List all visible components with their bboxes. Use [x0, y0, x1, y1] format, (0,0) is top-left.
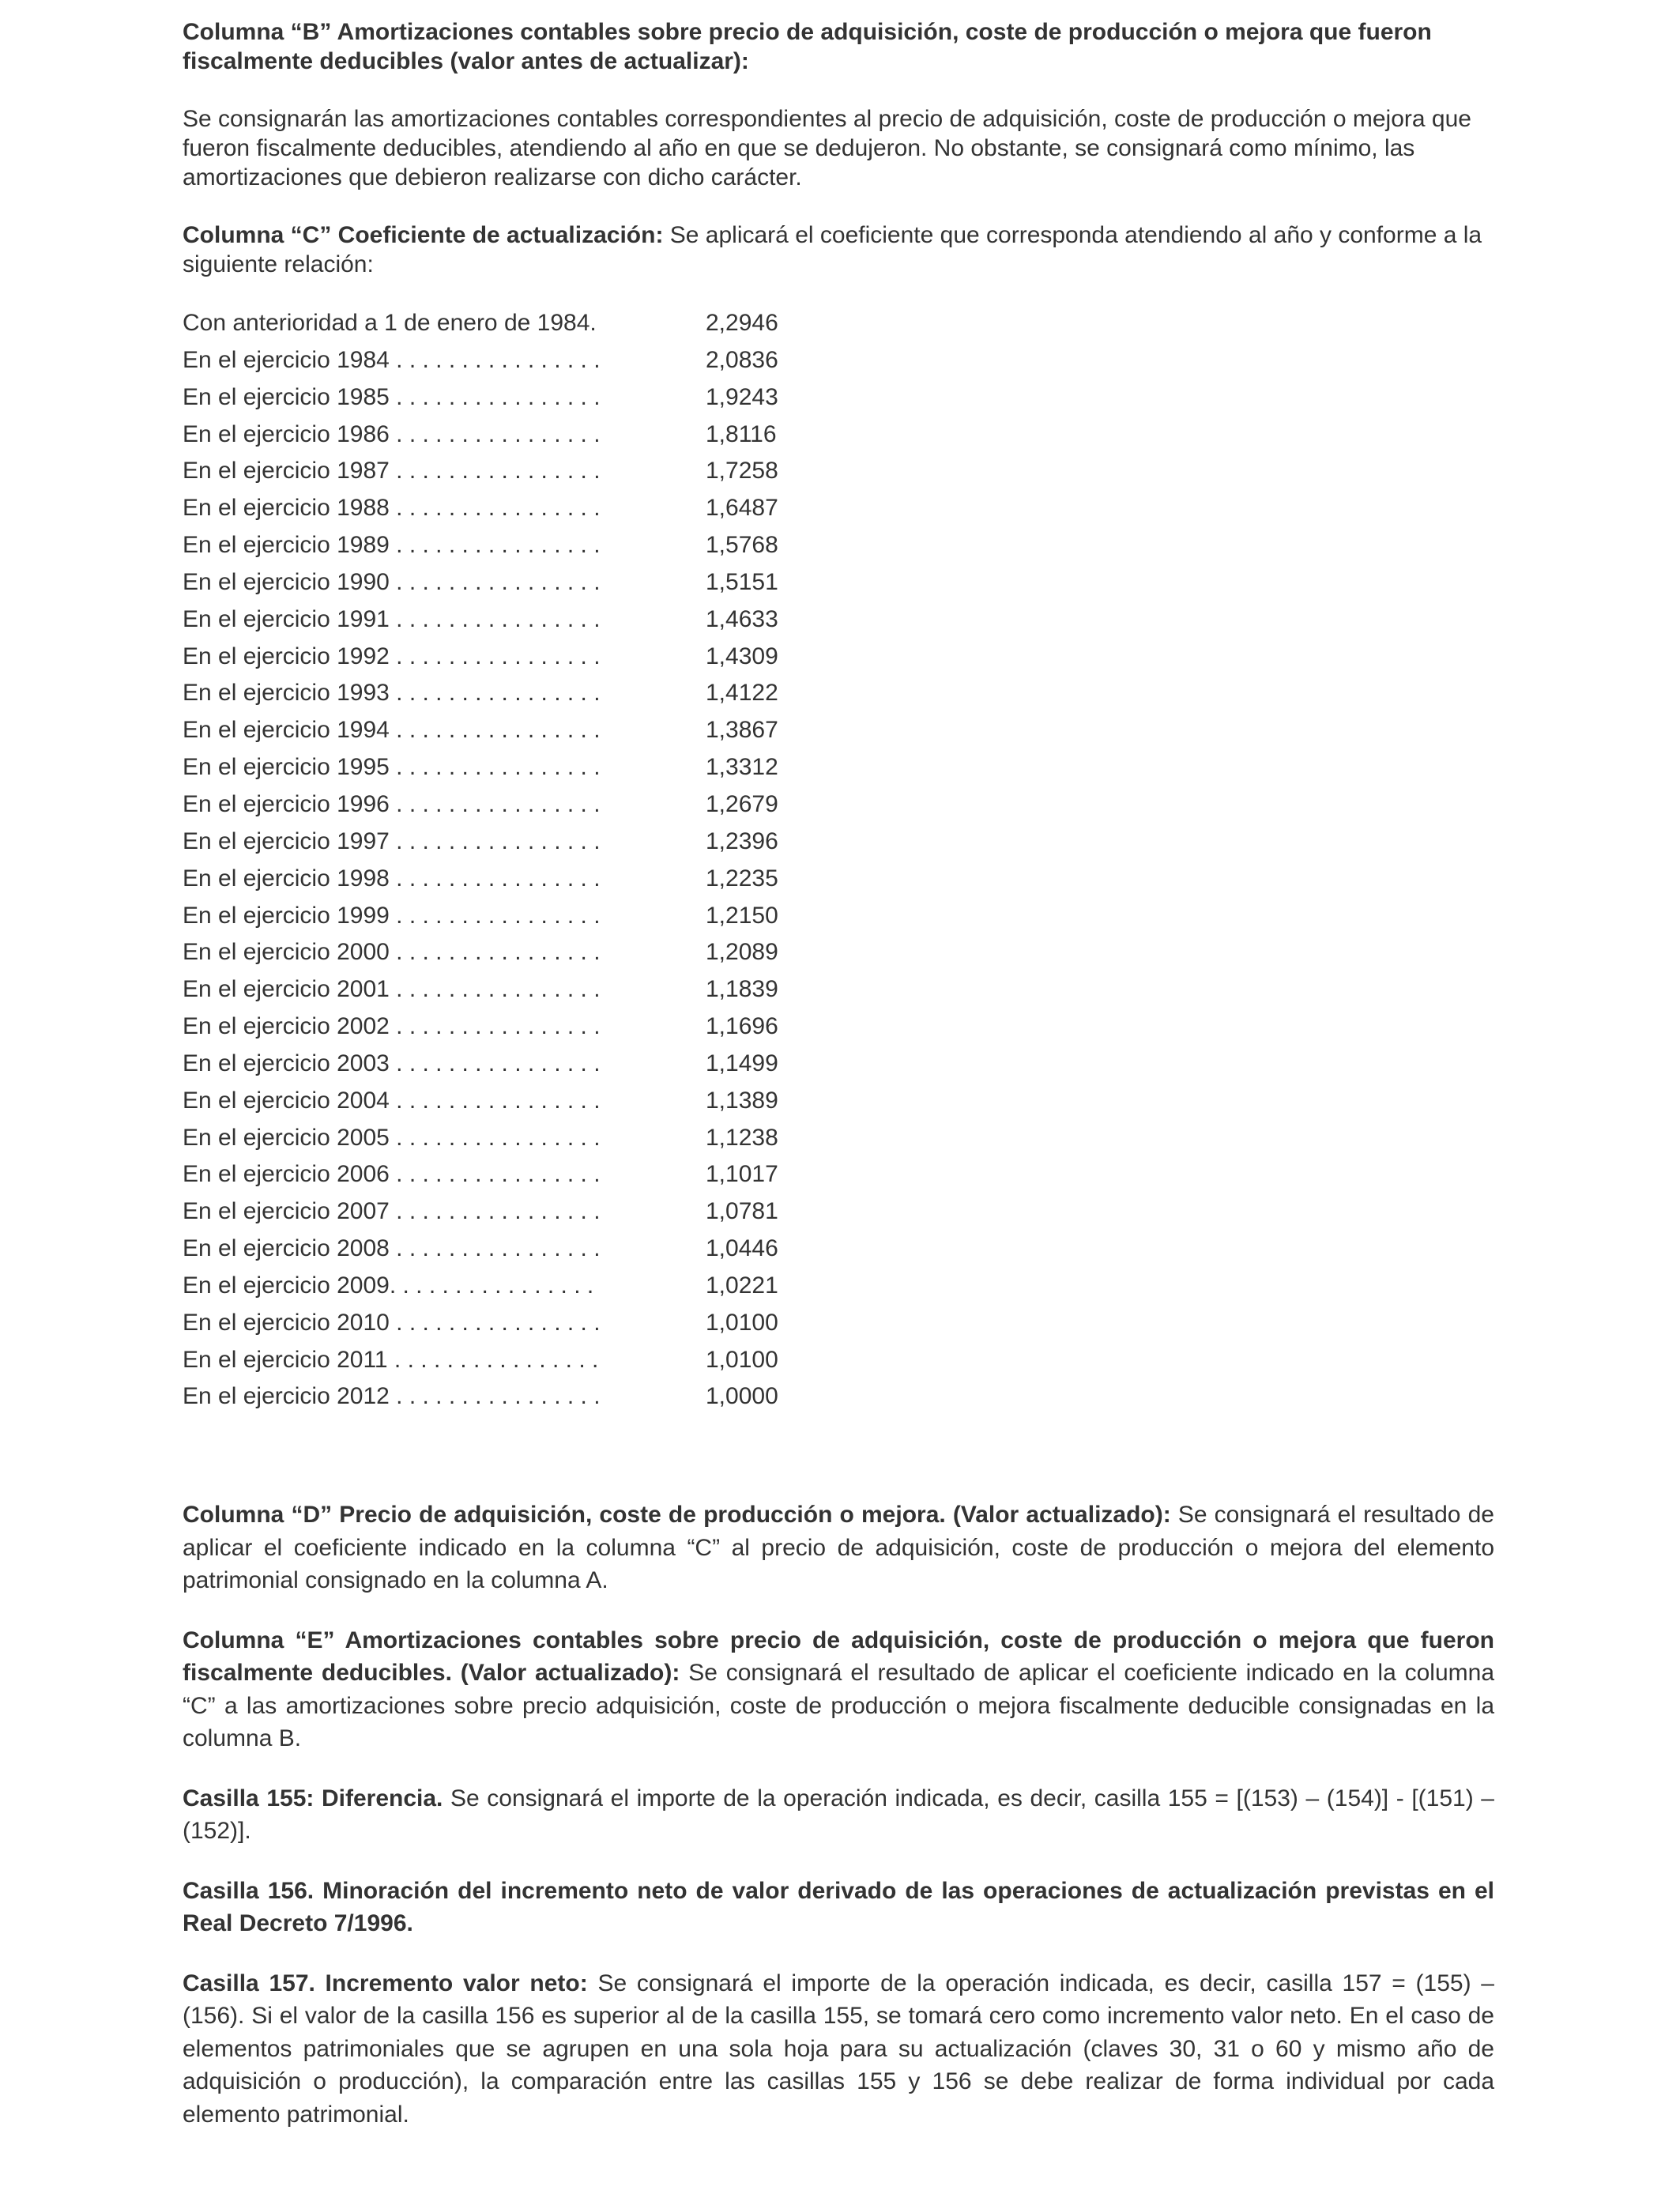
coefficient-value: 1,3312 — [706, 754, 778, 781]
coefficient-value: 1,0781 — [706, 1198, 778, 1225]
casilla-155-paragraph — [183, 1782, 1494, 1848]
coefficient-label: En el ejercicio 1993 . . . . . . . . . . . . . . . . — [183, 680, 601, 707]
coefficient-row — [183, 564, 799, 601]
coefficient-value: 2,0836 — [706, 346, 778, 373]
coefficient-value: 1,1499 — [706, 1050, 778, 1076]
coefficient-label: En el ejercicio 1989 . . . . . . . . . . . . . . . . — [183, 532, 601, 559]
col-c-paragraph — [183, 221, 1494, 279]
coefficient-table — [183, 305, 799, 1416]
coefficient-value: 1,7258 — [706, 458, 778, 484]
col-d-body: Se consignará el resultado de aplicar el coeficiente indicado en la columna “C” al precio de adquisición, coste de producción o mejora del elemento patrimonial consignado en la columna A. — [183, 1502, 1494, 1594]
coefficient-row — [183, 305, 799, 342]
casilla-155-heading: Casilla 155: Diferencia. — [183, 1785, 443, 1811]
coefficient-value: 1,5151 — [706, 568, 778, 595]
coefficient-value: 1,1238 — [706, 1124, 778, 1151]
coefficient-label: En el ejercicio 1999 . . . . . . . . . . . . . . . . — [183, 902, 601, 929]
col-c-body: Se aplicará el coeficiente que corresponda atendiendo al año y conforme a la siguiente relación: — [183, 222, 1482, 277]
coefficient-value: 1,5768 — [706, 532, 778, 559]
coefficient-value: 1,2396 — [706, 827, 778, 854]
coefficient-value: 1,4309 — [706, 643, 778, 669]
coefficient-row — [183, 1120, 799, 1157]
coefficient-row — [183, 1231, 799, 1268]
coefficient-row — [183, 934, 799, 971]
coefficient-label: En el ejercicio 1986 . . . . . . . . . . . . . . . . — [183, 420, 601, 447]
document-page — [183, 17, 1494, 2131]
coefficient-label: En el ejercicio 2004 . . . . . . . . . . . . . . . . — [183, 1087, 601, 1114]
coefficient-label: En el ejercicio 2005 . . . . . . . . . . . . . . . . — [183, 1124, 601, 1151]
coefficient-row — [183, 1083, 799, 1120]
coefficient-row — [183, 601, 799, 639]
coefficient-row — [183, 749, 799, 786]
coefficient-label: En el ejercicio 2001 . . . . . . . . . . . . . . . . — [183, 976, 601, 1003]
coefficient-label: En el ejercicio 2007 . . . . . . . . . . . . . . . . — [183, 1198, 601, 1225]
coefficient-label: En el ejercicio 2011 . . . . . . . . . . . . . . . . — [183, 1346, 599, 1373]
coefficient-value: 2,2946 — [706, 310, 778, 336]
coefficient-value: 1,0100 — [706, 1309, 778, 1336]
coefficient-label: En el ejercicio 1995 . . . . . . . . . . . . . . . . — [183, 754, 601, 781]
coefficient-row — [183, 1342, 799, 1379]
col-d-paragraph — [183, 1498, 1494, 1597]
coefficient-row — [183, 639, 799, 676]
coefficient-row — [183, 1193, 799, 1231]
coefficient-row — [183, 1378, 799, 1416]
coefficient-row — [183, 675, 799, 712]
coefficient-row — [183, 712, 799, 749]
coefficient-label: En el ejercicio 1991 . . . . . . . . . . . . . . . . — [183, 605, 601, 632]
coefficient-label: En el ejercicio 1992 . . . . . . . . . . . . . . . . — [183, 643, 601, 669]
coefficient-row — [183, 417, 799, 454]
coefficient-row — [183, 786, 799, 824]
coefficient-row — [183, 490, 799, 527]
coefficient-value: 1,3867 — [706, 717, 778, 744]
coefficient-row — [183, 861, 799, 898]
coefficient-label: En el ejercicio 2003 . . . . . . . . . . . . . . . . — [183, 1050, 601, 1076]
coefficient-row — [183, 1046, 799, 1083]
coefficient-label: En el ejercicio 2009. . . . . . . . . . . . . . . . — [183, 1272, 594, 1299]
coefficient-label: En el ejercicio 1987 . . . . . . . . . . . . . . . . — [183, 458, 601, 484]
coefficient-value: 1,0446 — [706, 1235, 778, 1262]
col-e-paragraph — [183, 1624, 1494, 1755]
casilla-157-paragraph — [183, 1967, 1494, 2132]
coefficient-label: En el ejercicio 2006 . . . . . . . . . . . . . . . . — [183, 1161, 601, 1188]
col-b-heading: Columna “B” Amortizaciones contables sobre precio de adquisición, coste de producción o mejora que fueron fiscalmente deducibles (valor antes de actualizar): — [183, 19, 1432, 74]
coefficient-value: 1,0000 — [706, 1383, 778, 1410]
coefficient-row — [183, 527, 799, 564]
coefficient-value: 1,1839 — [706, 976, 778, 1003]
coefficient-value: 1,0221 — [706, 1272, 778, 1299]
coefficient-row — [183, 1156, 799, 1193]
col-b-body: Se consignarán las amortizaciones contables correspondientes al precio de adquisición, coste de producción o mejora que fueron fiscalmente deducibles, atendiendo al año en que se dedujeron. No obstante, se consignará como mínimo, las amortizaciones que debieron realizarse con dicho carácter. — [183, 106, 1471, 190]
coefficient-value: 1,6487 — [706, 495, 778, 522]
col-c-heading: Columna “C” Coeficiente de actualización: — [183, 222, 664, 248]
coefficient-value: 1,1696 — [706, 1013, 778, 1040]
coefficient-value: 1,4633 — [706, 605, 778, 632]
casilla-157-heading: Casilla 157. Incremento valor neto: — [183, 1970, 588, 1996]
coefficient-label: En el ejercicio 2008 . . . . . . . . . . . . . . . . — [183, 1235, 601, 1262]
coefficient-value: 1,8116 — [706, 420, 777, 447]
coefficient-label: En el ejercicio 1988 . . . . . . . . . . . . . . . . — [183, 495, 601, 522]
coefficient-label: En el ejercicio 1997 . . . . . . . . . . . . . . . . — [183, 827, 601, 854]
coefficient-value: 1,2089 — [706, 939, 778, 966]
casilla-156-heading: Casilla 156. Minoración del incremento neto de valor derivado de las operaciones de actualización previstas en el Real Decreto 7/1996. — [183, 1877, 1494, 1937]
coefficient-label: En el ejercicio 1996 . . . . . . . . . . . . . . . . — [183, 790, 601, 817]
coefficient-row — [183, 824, 799, 861]
col-d-heading: Columna “D” Precio de adquisición, coste de producción o mejora. (Valor actualizado): — [183, 1502, 1171, 1529]
coefficient-value: 1,2235 — [706, 865, 778, 892]
coefficient-label: En el ejercicio 2010 . . . . . . . . . . . . . . . . — [183, 1309, 601, 1336]
coefficient-value: 1,1017 — [706, 1161, 778, 1188]
coefficient-value: 1,9243 — [706, 383, 778, 410]
coefficient-value: 1,0100 — [706, 1346, 778, 1373]
coefficient-label: En el ejercicio 1985 . . . . . . . . . . . . . . . . — [183, 383, 601, 410]
coefficient-row — [183, 453, 799, 490]
col-e-heading: Columna “E” Amortizaciones contables sobre precio de adquisición, coste de producción o mejora que fueron fiscalmente deducibles. (Valor actualizado): — [183, 1627, 1494, 1687]
coefficient-row — [183, 342, 799, 379]
coefficient-value: 1,4122 — [706, 680, 778, 707]
casilla-155-body: Se consignará el importe de la operación indicada, es decir, casilla 155 = [(153) – (154)] - [(151) – (152)]. — [183, 1785, 1494, 1845]
coefficient-value: 1,2150 — [706, 902, 778, 929]
coefficient-label: En el ejercicio 2012 . . . . . . . . . . . . . . . . — [183, 1383, 601, 1410]
coefficient-label: Con anterioridad a 1 de enero de 1984. — [183, 310, 597, 336]
coefficient-label: En el ejercicio 1994 . . . . . . . . . . . . . . . . — [183, 717, 601, 744]
coefficient-row — [183, 971, 799, 1008]
coefficient-row — [183, 1305, 799, 1342]
coefficient-row — [183, 1008, 799, 1046]
coefficient-row — [183, 379, 799, 417]
coefficient-value: 1,2679 — [706, 790, 778, 817]
coefficient-label: En el ejercicio 1998 . . . . . . . . . . . . . . . . — [183, 865, 601, 892]
col-e-body: Se consignará el resultado de aplicar el coeficiente indicado en la columna “C” a las amortizaciones sobre precio adquisición, coste de producción o mejora fiscalmente deducible consignadas en la columna B. — [183, 1660, 1495, 1752]
coefficient-value: 1,1389 — [706, 1087, 778, 1114]
coefficient-label: En el ejercicio 1984 . . . . . . . . . . . . . . . . — [183, 346, 601, 373]
coefficient-row — [183, 898, 799, 935]
coefficient-label: En el ejercicio 2000 . . . . . . . . . . . . . . . . — [183, 939, 601, 966]
coefficient-row — [183, 1268, 799, 1305]
coefficient-label: En el ejercicio 2002 . . . . . . . . . . . . . . . . — [183, 1013, 601, 1040]
casilla-157-body: Se consignará el importe de la operación indicada, es decir, casilla 157 = (155) – (156). Si el valor de la casilla 156 es superior al de la casilla 155, se tomará cero como incremento valor neto. En el caso de elementos patrimoniales que se agrupen en una sola hoja para su actualización (claves 30, 31 o 60 y mismo año de adquisición o producción), la comparación entre las casillas 155 y 156 se debe realizar de forma individual por cada elemento patrimonial. — [183, 1970, 1494, 2128]
coefficient-label: En el ejercicio 1990 . . . . . . . . . . . . . . . . — [183, 568, 601, 595]
